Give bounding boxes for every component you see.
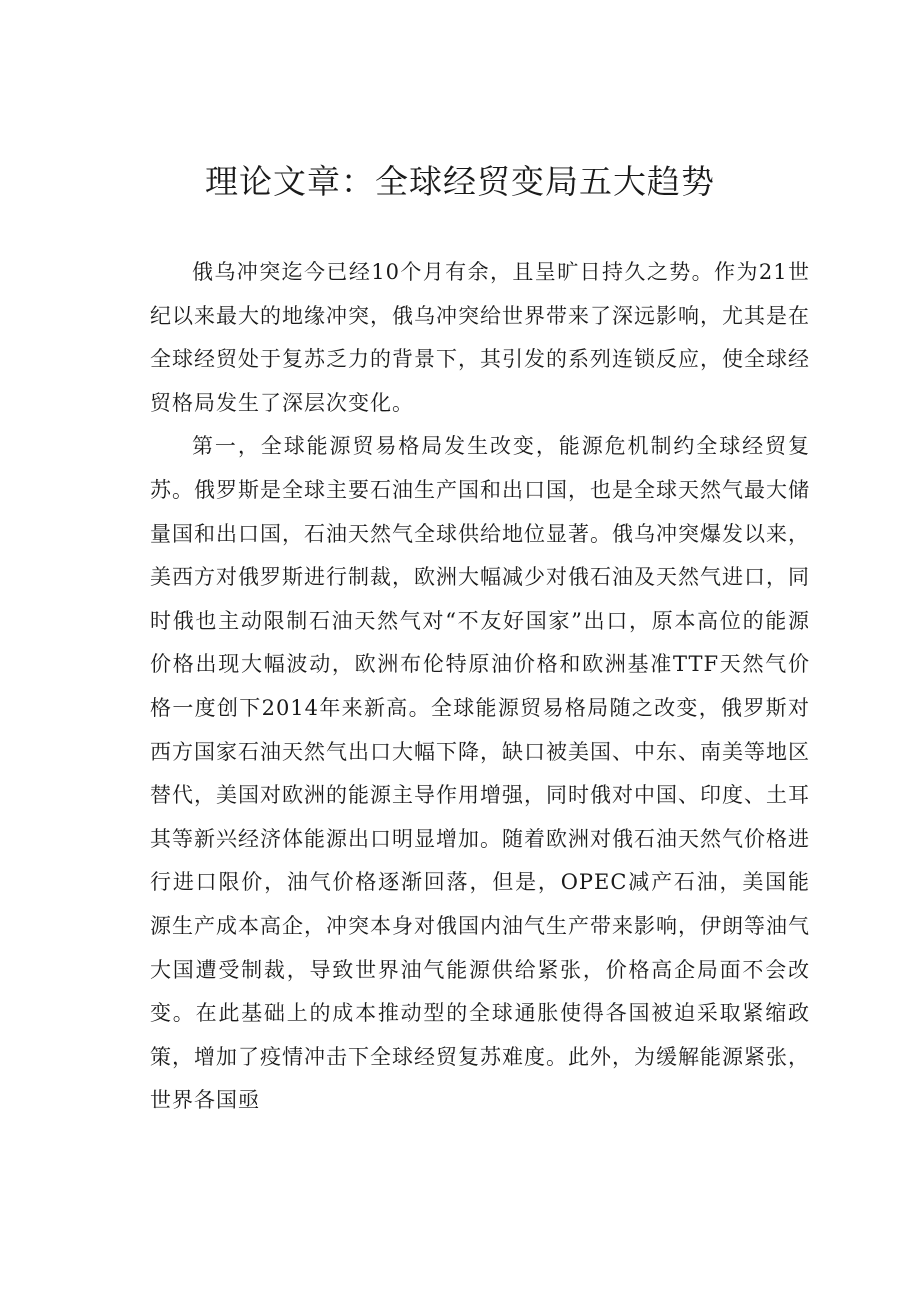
paragraph-intro: 俄乌冲突迄今已经10个月有余，且呈旷日持久之势。作为21世纪以来最大的地缘冲突，俄乌冲突给世界带来了深远影响，尤其是在全球经贸处于复苏乏力的背景下，其引发的系列连锁反应，使全球经贸格局发生了深层次变化。 <box>150 260 810 415</box>
document-title: 理论文章：全球经贸变局五大趋势 <box>205 162 715 201</box>
paragraph-energy-trade: 第一，全球能源贸易格局发生改变，能源危机制约全球经贸复苏。俄罗斯是全球主要石油生产国和出口国，也是全球天然气最大储量国和出口国，石油天然气全球供给地位显著。俄乌冲突爆发以来，美西方对俄罗斯进行制裁，欧洲大幅减少对俄石油及天然气进口，同时俄也主动限制石油天然气对“不友好国家”出口，原本高位的能源价格出现大幅波动，欧洲布伦特原油价格和欧洲基准TTF天然气价格一度创下2014年来新高。全球能源贸易格局随之改变，俄罗斯对西方国家石油天然气出口大幅下降，缺口被美国、中东、南美等地区替代，美国对欧洲的能源主导作用增强，同时俄对中国、印度、土耳其等新兴经济体能源出口明显增加。随着欧洲对俄石油天然气价格进行进口限价，油气价格逐渐回落，但是，OPEC减产石油，美国能源生产成本高企，冲突本身对俄国内油气生产带来影响，伊朗等油气大国遭受制裁，导致世界油气能源供给紧张，价格高企局面不会改变。在此基础上的成本推动型的全球通胀使得各国被迫采取紧缩政策，增加了疫情冲击下全球经贸复苏难度。此外，为缓解能源紧张，世界各国亟 <box>150 434 810 1113</box>
document-body <box>150 251 810 1123</box>
